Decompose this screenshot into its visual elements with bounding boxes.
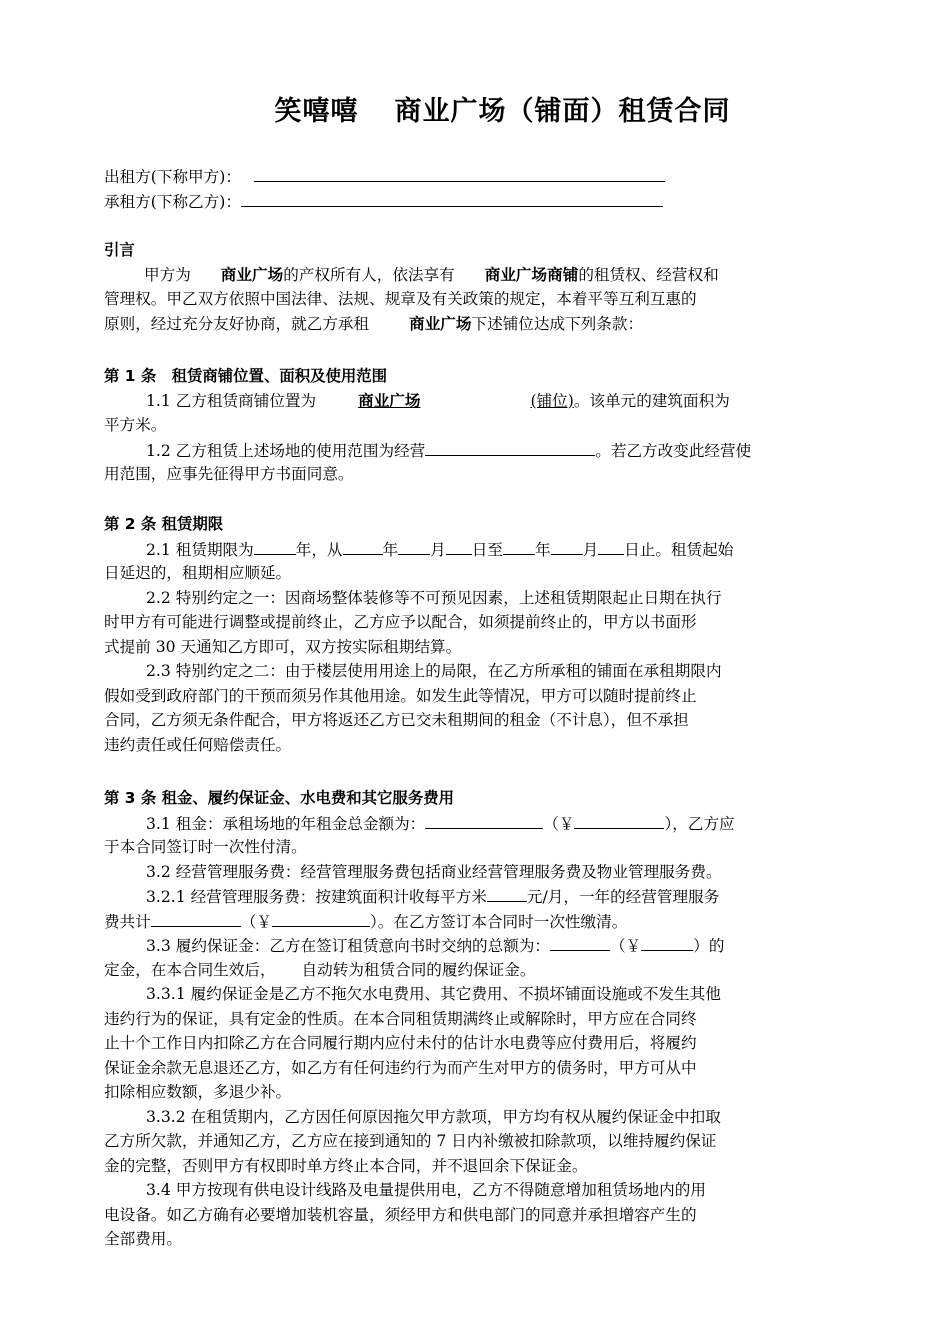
annual-rent-blank[interactable] <box>425 811 543 829</box>
clause-text: （￥ <box>610 937 642 955</box>
shop-unit-label: (铺位) <box>530 391 574 410</box>
fee-per-sqm-blank[interactable] <box>487 884 527 902</box>
intro-text: 甲方为 <box>144 265 191 284</box>
intro-section <box>104 238 850 336</box>
clause-3-2: 3.2 经营管理服务费：经营管理服务费包括商业经营管理服务费及物业管理服务费。 <box>146 862 722 881</box>
end-month-blank[interactable] <box>551 537 583 555</box>
start-day-blank[interactable] <box>446 537 472 555</box>
end-year-blank[interactable] <box>503 537 535 555</box>
clause-text: 日至 <box>471 540 503 559</box>
article-2 <box>104 512 850 757</box>
start-year-blank[interactable] <box>343 537 383 555</box>
clause-3-1-cont: 于本合同签订时一次性付清。 <box>104 838 307 856</box>
clause-3-2-1-cont <box>104 909 850 934</box>
clause-3-4-line-1: 3.4 甲方按现有供电设计线路及电量提供用电，乙方不得随意增加租赁场地内的用 <box>146 1181 706 1199</box>
clause-3-3 <box>104 933 850 958</box>
intro-text: 的产权所有人，依法享有 <box>283 265 455 284</box>
clause-1-1 <box>104 389 850 414</box>
clause-text: 定金，在本合同生效后， <box>104 960 276 979</box>
clause-3-3-2-line-1: 3.3.2 在租赁期内，乙方因任何原因拖欠甲方款项，甲方均有权从履约保证金中扣取 <box>146 1107 721 1126</box>
intro-heading: 引言 <box>104 241 135 259</box>
clause-text: （￥ <box>240 912 272 931</box>
intro-text: 下述铺位达成下列条款： <box>471 314 644 333</box>
article-1 <box>104 364 850 487</box>
document-title <box>0 92 950 132</box>
clause-3-4-line-3: 全部费用。 <box>104 1230 182 1248</box>
clause-text: 1.1 乙方租赁商铺位置为 <box>146 391 317 410</box>
clause-text: 3.1 租金：承租场地的年租金总金额为： <box>146 814 426 833</box>
deposit-blank[interactable] <box>550 933 610 951</box>
article-3-heading: 第 3 条 租金、履约保证金、水电费和其它服务费用 <box>104 789 454 807</box>
clause-2-3-line-2: 假如受到政府部门的干预而须另作其他用途。如发生此等情况，甲方可以随时提前终止 <box>104 686 697 705</box>
clause-text: 年 <box>534 540 551 559</box>
clause-3-3-2-line-2: 乙方所欠款，并通知乙方，乙方应在接到通知的 7 日内补缴被扣除款项，以维持履约保证 <box>104 1132 717 1150</box>
clause-text: 费共计 <box>104 912 151 931</box>
lessor-line <box>104 164 850 189</box>
intro-emphasis: 商业广场 <box>409 314 472 333</box>
clause-text: （￥ <box>543 814 575 833</box>
clause-3-3-1-line-2: 违约行为的保证，具有定金的性质。在本合同租赁期满终止或解除时，甲方应在合同终 <box>104 1009 697 1028</box>
clause-text: 日止。租赁起始 <box>624 540 734 559</box>
total-fee-blank[interactable] <box>151 909 241 927</box>
clause-3-3-1-line-3: 止十个工作日内扣除乙方在合同履行期内应付未付的估计水电费等应付费用后，将履约 <box>104 1034 697 1052</box>
clause-text: 3.3 履约保证金：乙方在签订租赁意向书时交纳的总额为： <box>146 937 551 955</box>
article-1-heading: 第 1 条 租赁商铺位置、面积及使用范围 <box>104 367 388 385</box>
clause-text: 1.2 乙方租赁上述场地的使用范围为经营 <box>146 441 426 460</box>
annual-rent-amount-blank[interactable] <box>574 811 664 829</box>
article-3 <box>104 786 850 1252</box>
intro-line-2: 管理权。甲乙双方依照中国法律、法规、规章及有关政策的规定，本着平等互利互惠的 <box>104 290 697 308</box>
clause-3-3-1-line-4: 保证金余款无息退还乙方，如乙方有任何违约行为而产生对甲方的债务时，甲方可从中 <box>104 1058 697 1077</box>
lessor-blank[interactable] <box>254 164 665 182</box>
clause-text: ）。在乙方签订本合同时一次性缴清。 <box>370 912 628 931</box>
title-main: 商业广场（铺面）租赁合同 <box>394 96 731 127</box>
clause-text: 年，从 <box>295 540 343 559</box>
clause-2-2-line-1: 2.2 特别约定之一：因商场整体装修等不可预见因素，上述租赁期限起止日期在执行 <box>146 588 722 607</box>
parties-block <box>104 164 850 213</box>
clause-3-3-1-line-5: 扣除相应数额，多退少补。 <box>104 1083 292 1101</box>
clause-text: 2.1 租赁期限为 <box>146 540 254 559</box>
clause-3-2-1 <box>104 884 850 909</box>
clause-2-3-line-1: 2.3 特别约定之二：由于楼层使用用途上的局限，在乙方所承租的铺面在承租期限内 <box>146 662 722 680</box>
clause-3-3-cont <box>104 958 850 983</box>
clause-2-1-cont: 日延迟的，租期相应顺延。 <box>104 564 292 582</box>
lessee-label: 承租方(下称乙方)： <box>104 192 241 211</box>
clause-text: 月 <box>430 540 446 559</box>
end-day-blank[interactable] <box>598 537 624 555</box>
clause-3-4-line-2: 电设备。如乙方确有必要增加装机容量，须经甲方和供电部门的同意并承担增容产生的 <box>104 1205 697 1224</box>
clause-2-2-line-2: 时甲方有可能进行调整或提前终止，乙方应予以配合，如须提前终止的，甲方以书面形 <box>104 613 697 631</box>
deposit-amount-blank[interactable] <box>641 933 693 951</box>
lessee-blank[interactable] <box>241 189 663 207</box>
clause-text: 3.2.1 经营管理服务费：按建筑面积计收每平方米 <box>146 888 487 906</box>
clause-text: 元/月，一年的经营管理服务 <box>526 888 720 906</box>
clause-3-3-1-line-1: 3.3.1 履约保证金是乙方不拖欠水电费用、其它费用、不损坏铺面设施或不发生其他 <box>146 985 721 1003</box>
intro-emphasis: 商业广场 <box>220 265 284 284</box>
lessor-label: 出租方(下称甲方)： <box>104 168 241 186</box>
shop-location-field[interactable] <box>316 392 574 410</box>
intro-emphasis: 商业广场商铺 <box>484 265 579 284</box>
business-scope-blank[interactable] <box>425 438 595 456</box>
clause-2-2-line-3: 式提前 30 天通知乙方即可，双方按实际租期结算。 <box>104 637 462 656</box>
lessee-line <box>104 189 850 214</box>
clause-2-3-line-4: 违约责任或任何赔偿责任。 <box>104 735 292 754</box>
clause-3-3-2-line-3: 金的完整，否则甲方有权即时单方终止本合同，并不退回余下保证金。 <box>104 1156 588 1175</box>
clause-2-1 <box>104 537 850 562</box>
clause-1-2-cont: 用范围，应事先征得甲方书面同意。 <box>104 465 354 483</box>
total-fee-amount-blank[interactable] <box>272 909 370 927</box>
clause-2-3-line-3: 合同，乙方须无条件配合，甲方将返还乙方已交未租期间的租金（不计息），但不承担 <box>104 711 689 729</box>
intro-line-3 <box>104 312 850 337</box>
clause-text: 月 <box>582 540 599 559</box>
intro-text: 的租赁权、经营权和 <box>578 265 719 284</box>
clause-1-1-cont: 平方米。 <box>104 416 167 434</box>
intro-text: 原则，经过充分友好协商，就乙方承租 <box>104 314 370 333</box>
clause-3-1 <box>104 811 850 836</box>
clause-text: ）的 <box>693 937 725 955</box>
intro-line-1 <box>104 263 850 288</box>
shop-location-value: 商业广场 <box>358 391 421 410</box>
clause-text: 。若乙方改变此经营使 <box>595 441 752 460</box>
title-prefix: 笑嘻嘻 <box>274 96 359 127</box>
clause-text: 。该单元的建筑面积为 <box>573 391 730 410</box>
start-month-blank[interactable] <box>398 537 430 555</box>
term-years-blank[interactable] <box>254 537 296 555</box>
article-2-heading: 第 2 条 租赁期限 <box>104 515 224 533</box>
clause-text: 自动转为租赁合同的履约保证金。 <box>301 960 536 979</box>
clause-text: ），乙方应 <box>664 814 735 833</box>
clause-text: 年 <box>382 540 399 559</box>
clause-1-2 <box>104 438 850 463</box>
